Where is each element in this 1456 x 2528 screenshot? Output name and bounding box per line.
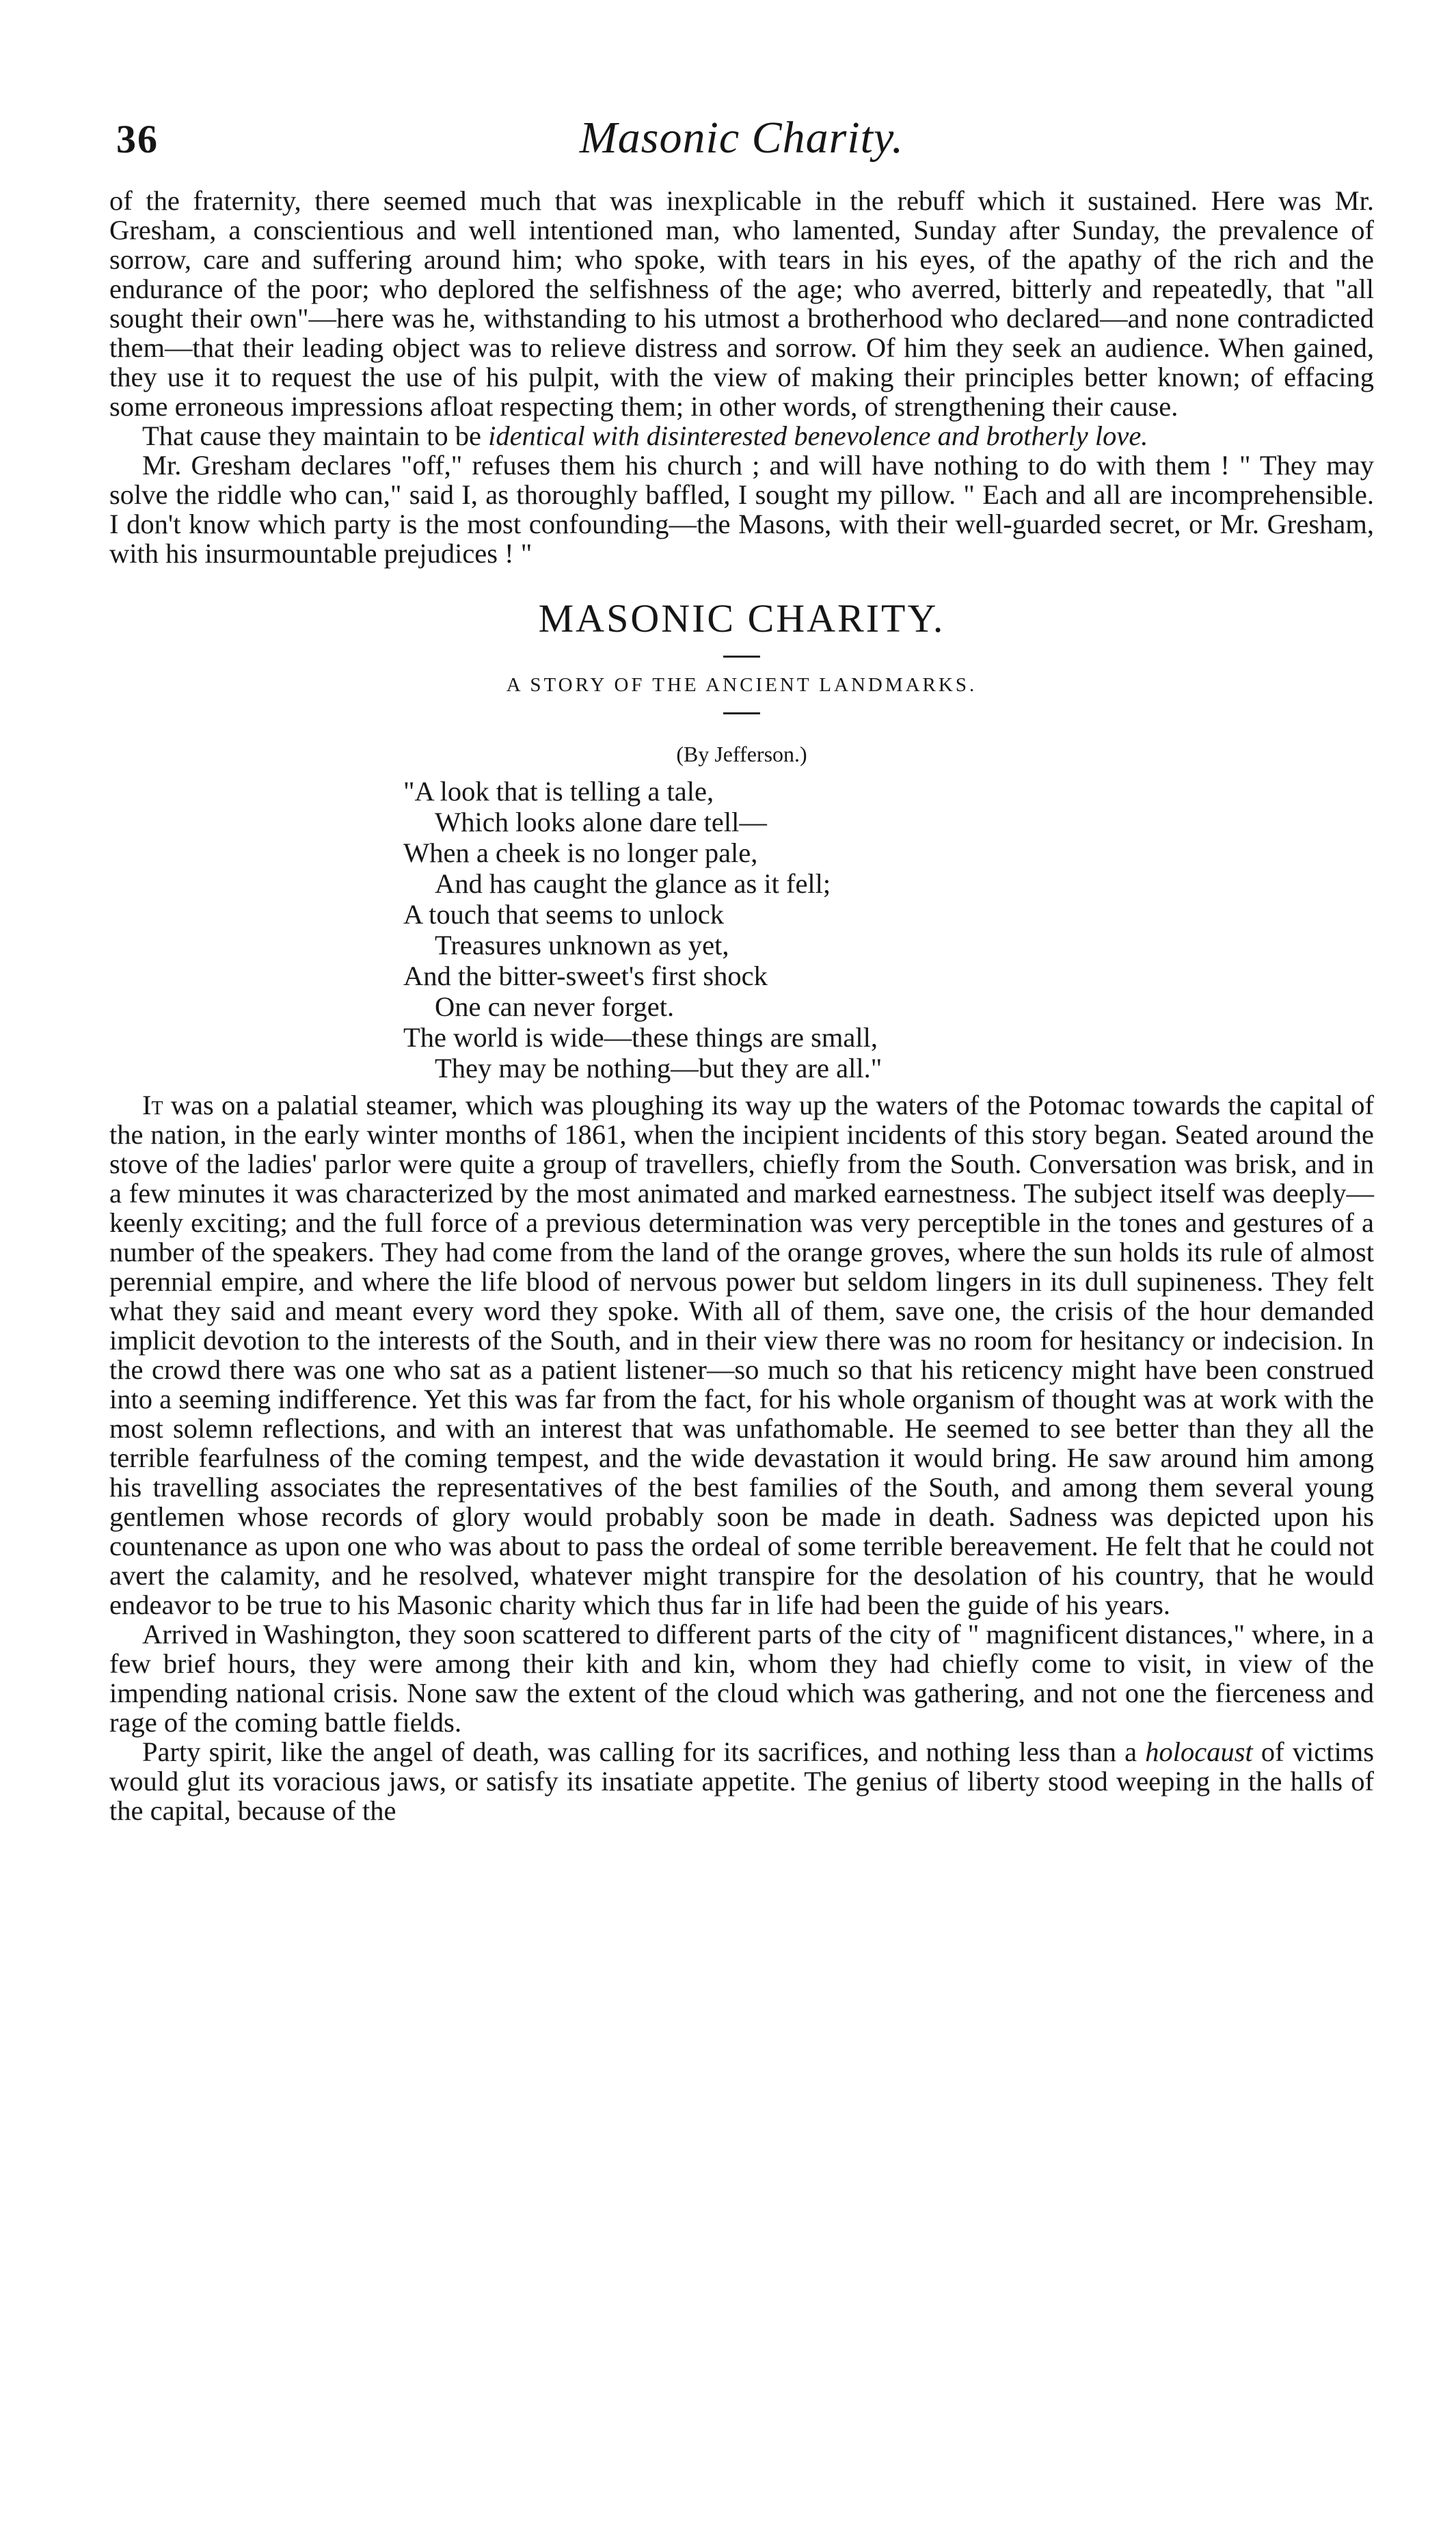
story-paragraph-3	[109, 1737, 1374, 1825]
poem-line: When a cheek is no longer pale,	[403, 837, 758, 868]
intro-paragraph-2	[109, 421, 1374, 451]
chapter-subtitle: A STORY OF THE ANCIENT LANDMARKS.	[506, 674, 978, 696]
poem-line: A touch that seems to unlock	[403, 899, 725, 930]
intro-paragraph-2-text: That cause they maintain to be	[142, 420, 489, 451]
story-paragraph-3-text-end: of victims would glut its voracious jaws, or satisfy its insatiate appetite. The genius of liberty stood weeping in the halls of the capital, because of the	[109, 1736, 1374, 1826]
poem-line: They may be nothing—but they are all."	[435, 1053, 882, 1084]
chapter-title: MASONIC CHARITY.	[538, 596, 945, 641]
intro-paragraph-2-emphasis: identical with disinterested benevolence and brotherly love.	[488, 420, 1148, 451]
story-paragraph-3-text: Party spirit, like the angel of death, was calling for its sacrifices, and nothing less than a	[142, 1736, 1146, 1767]
intro-paragraph-3: Mr. Gresham declares "off," refuses them his church ; and will have nothing to do with them ! " They may solve the riddle who can," said I, as thoroughly baffled, I sought my pillow. " Each and all are incomprehensible. I don't know which party is the most confounding—the Masons, with their well-guarded secret, or Mr. Gresham, with his insurmountable prejudices ! "	[109, 450, 1374, 569]
story-paragraph-2: Arrived in Washington, they soon scattered to different parts of the city of " magnificent distances," where, in a few brief hours, they were among their kith and kin, whom they had chiefly come to visit, in view of the impending national crisis. None saw the extent of the cloud which was gathering, and not one the fierceness and rage of the coming battle fields.	[109, 1619, 1374, 1738]
story-paragraph-3-emphasis: holocaust	[1145, 1736, 1253, 1767]
epigraph-poem	[403, 776, 1374, 1084]
poem-line: "A look that is telling a tale,	[403, 776, 714, 807]
poem-line: The world is wide—these things are small,	[403, 1022, 878, 1053]
story-paragraph-1-text: was on a palatial steamer, which was ploughing its way up the waters of the Potomac towards the capital of the nation, in the early winter months of 1861, when the incipient incidents of this story began. Seated around the stove of the ladies' parlor were quite a group of travellers, chiefly from the South. Conversation was brisk, and in a few minutes it was characterized by the most animated and marked earnestness. The subject itself was deeply—keenly exciting; and the full force of a previous determination was very perceptible in the tones and gestures of a number of the speakers. They had come from the land of the orange groves, where the sun holds its rule of almost perennial empire, and where the life blood of nervous power but seldom lingers in its dull supineness. They felt what they said and meant every word they spoke. With all of them, save one, the crisis of the hour demanded implicit devotion to the interests of the South, and in their view there was no room for hesitancy or indecision. In the crowd there was one who sat as a patient listener—so much so that his reticency might have been construed into a seeming indifference. Yet this was far from the fact, for his whole organism of thought was at work with the most solemn reflections, and with an interest that was unfathomable. He seemed to see better than they all the terrible fearfulness of the coming tempest, and the wide devastation it would bring. He saw around him among his travelling associates the representatives of the best families of the South, and among them several young gentlemen whose records of glory would probably soon be made in death. Sadness was depicted upon his countenance as upon one who was about to pass the ordeal of some terrible bereavement. He felt that he could not avert the calamity, and he resolved, whatever might transpire for the desolation of his country, that he would endeavor to be true to his Masonic charity which thus far in life had been the guide of his years.	[109, 1090, 1374, 1620]
story-dropcap: It	[142, 1090, 163, 1120]
poem-line: Treasures unknown as yet,	[435, 930, 729, 960]
intro-paragraph-1: of the fraternity, there seemed much that was inexplicable in the rebuff which it sustained. Here was Mr. Gresham, a conscientious and well intentioned man, who lamented, Sunday after Sunday, the prevalence of sorrow, care and suffering around him; who spoke, with tears in his eyes, of the apathy of the rich and the endurance of the poor; who deplored the selfishness of the age; who averred, bitterly and repeatedly, that "all sought their own"—here was he, withstanding to his utmost a brotherhood who declared—and none contradicted them—that their leading object was to relieve distress and sorrow. Of him they seek an audience. When gained, they use it to request the use of his pulpit, with the view of making their principles better known; of effacing some erroneous impressions afloat respecting them; in other words, of strengthening their cause.	[109, 185, 1374, 422]
running-title: Masonic Charity.	[579, 113, 904, 163]
page-number: 36	[116, 117, 159, 161]
poem-line: And has caught the glance as it fell;	[435, 868, 831, 899]
poem-line: One can never forget.	[435, 991, 675, 1022]
subtitle-rule	[723, 712, 760, 714]
poem-line: Which looks alone dare tell—	[435, 807, 767, 837]
page-body	[109, 186, 1374, 1825]
poem-line: And the bitter-sweet's first shock	[403, 960, 768, 991]
title-rule	[723, 656, 760, 658]
story-text	[109, 1090, 1374, 1825]
story-paragraph-1	[109, 1090, 1374, 1619]
chapter-byline: (By Jefferson.)	[676, 742, 807, 766]
page-header	[116, 103, 1367, 178]
